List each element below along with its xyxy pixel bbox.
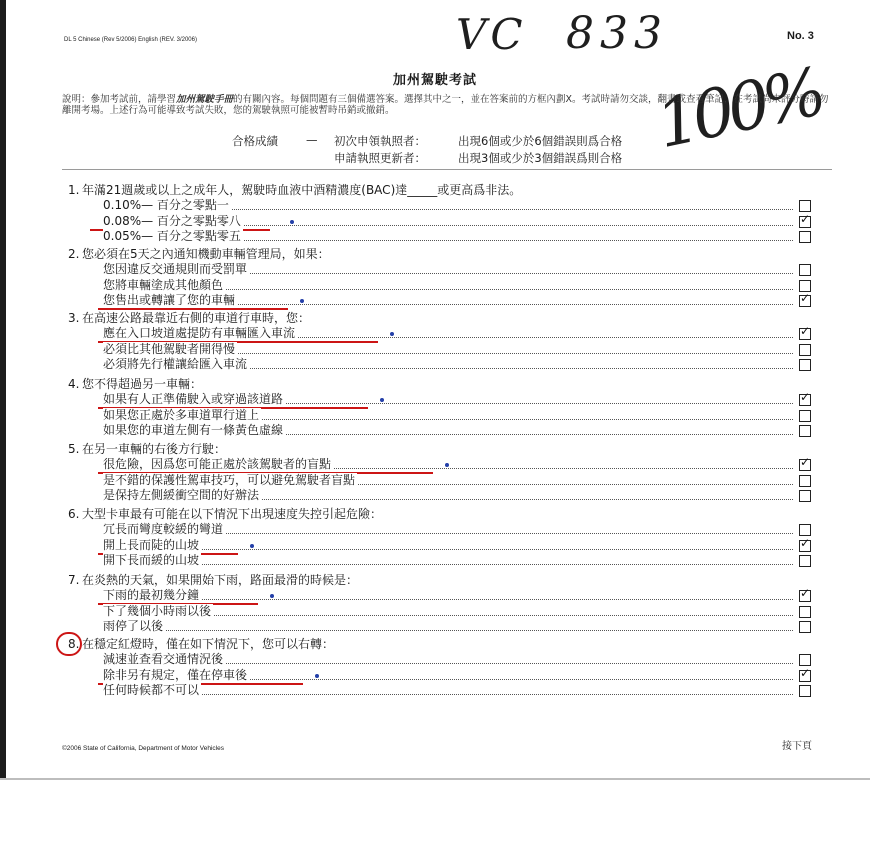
answer-checkbox-checked[interactable] <box>799 216 811 228</box>
answer-option-text: 0.05%— 百分之零點零五 <box>103 229 241 244</box>
page-title: 加州駕駛考試 <box>392 73 477 88</box>
question-number: 7. <box>68 573 80 587</box>
answer-option <box>103 423 793 438</box>
answer-option-text: 必須將先行權讓給匯入車流 <box>103 357 248 372</box>
question-text: 在另一車輛的右後方行駛： <box>82 442 227 456</box>
answer-option <box>103 408 793 423</box>
answer-option-text: 減速並查看交通情況後 <box>103 652 224 666</box>
answer-option-text: 下雨的最初幾分鐘 <box>103 588 200 602</box>
answer-option <box>103 488 793 503</box>
answer-option-text: 任何時候都不可以 <box>103 683 200 698</box>
passing-rule-renewal: 出現3個或少於3個錯誤爲則合格 <box>458 151 623 165</box>
answer-option <box>103 214 793 229</box>
answer-option <box>103 522 793 537</box>
pen-dot-mark <box>290 220 294 224</box>
question-number: 3. <box>68 311 80 325</box>
question-number: 5. <box>68 442 80 456</box>
answer-option <box>103 392 793 407</box>
question-8-circle-mark <box>56 632 82 656</box>
instructions <box>62 94 832 116</box>
answer-option <box>103 229 793 244</box>
answer-checkbox[interactable] <box>799 200 811 212</box>
pen-dot-mark <box>390 332 394 336</box>
pen-dot-mark <box>250 544 254 548</box>
answer-option <box>103 293 793 308</box>
question-number: 4. <box>68 377 80 391</box>
question-6 <box>68 505 382 522</box>
answer-checkbox[interactable] <box>799 280 811 292</box>
passing-dash: — <box>306 133 318 147</box>
answer-checkbox-checked[interactable] <box>799 295 811 307</box>
copyright: ©2006 State of California, Department of Motor Vehicles <box>62 745 224 752</box>
answer-option <box>103 342 793 357</box>
answer-option <box>103 619 793 634</box>
answer-checkbox[interactable] <box>799 490 811 502</box>
answer-checkbox[interactable] <box>799 654 811 666</box>
answer-option <box>103 538 793 553</box>
answer-checkbox[interactable] <box>799 344 811 356</box>
answer-checkbox-checked[interactable] <box>799 394 811 406</box>
answer-checkbox[interactable] <box>799 475 811 487</box>
question-text: 您必須在5天之內通知機動車輛管理局，如果： <box>82 247 330 261</box>
answer-option-text: 如果您的車道左側有一條黃色虛線 <box>103 423 284 438</box>
answer-option <box>103 278 793 293</box>
next-page-label: 接下頁 <box>782 741 812 752</box>
answer-option-text: 是保持左側緩衝空間的好辦法 <box>103 488 260 503</box>
question-text: 在高速公路最靠近右側的車道行車時，您： <box>82 311 311 325</box>
answer-option-text: 您因違反交通規則而受罰單 <box>103 262 248 276</box>
question-8 <box>68 635 334 652</box>
instructions-rest: 的有關內容。每個問題有三個備選答案。選擇其中之一，並在答案前的方框內劃X。考試時請勿交談，翻書或查看筆記，在考試尚未評分時請勿離開考場。上述行為可能導致考試失敗，您的駕駛執照可能被暫時吊銷或撤銷。 <box>62 94 829 116</box>
question-text: 您不得超過另一車輛： <box>82 377 203 391</box>
answer-option-text: 開下長而緩的山坡 <box>103 553 200 568</box>
answer-option-text: 冗長而彎度較緩的彎道 <box>103 522 224 536</box>
answer-option-text: 必須比其他駕駛者開得慢 <box>103 341 236 356</box>
answer-option <box>103 198 793 213</box>
question-text: 在炎熱的天氣，如果開始下雨，路面最滑的時候是： <box>82 573 359 587</box>
pen-dot-mark <box>315 674 319 678</box>
form-code: DL 5 Chinese (Rev 5/2006) English (REV. 3/2006) <box>64 37 197 43</box>
answer-option-text: 開上長而陡的山坡 <box>103 537 200 552</box>
answer-option <box>103 553 793 568</box>
answer-checkbox-checked[interactable] <box>799 590 811 602</box>
answer-option <box>103 604 793 619</box>
answer-option-text: 下了幾個小時雨以後 <box>103 603 212 618</box>
question-number: 2. <box>68 247 80 261</box>
question-text: 在穩定紅燈時，僅在如下情況下，您可以右轉： <box>82 637 335 651</box>
answer-option <box>103 668 793 683</box>
answer-checkbox[interactable] <box>799 606 811 618</box>
question-7 <box>68 571 358 588</box>
question-4 <box>68 375 202 392</box>
pen-dot-mark <box>380 398 384 402</box>
answer-option <box>103 357 793 372</box>
answer-checkbox-checked[interactable] <box>799 540 811 552</box>
page-bottom-edge <box>0 778 870 780</box>
passing-category-renewal: 申請執照更新者： <box>334 151 426 165</box>
answer-checkbox-checked[interactable] <box>799 670 811 682</box>
answer-option-text: 0.10%— 百分之零點一 <box>103 198 229 212</box>
answer-checkbox[interactable] <box>799 621 811 633</box>
answer-option <box>103 588 793 603</box>
handwritten-code: VC <box>456 10 527 59</box>
answer-option <box>103 473 793 488</box>
answer-checkbox-checked[interactable] <box>799 328 811 340</box>
answer-option-text: 如果您正處於多車道單行道上 <box>103 407 260 422</box>
handbook-title: 加州駕駛手冊 <box>176 94 234 105</box>
instructions-prefix: 說明：參加考試前，請學習 <box>62 94 177 105</box>
answer-option-text: 是不錯的保護性駕車技巧，可以避免駕駛者盲點 <box>103 472 356 487</box>
answer-option-text: 如果有人正準備駛入或穿過該道路 <box>103 392 284 406</box>
answer-option-text: 除非另有規定，僅在停車後 <box>103 667 248 682</box>
answer-option <box>103 652 793 667</box>
question-3 <box>68 309 310 326</box>
passing-label: 合格成績 <box>232 134 278 148</box>
answer-checkbox[interactable] <box>799 685 811 697</box>
question-number: 8. <box>68 637 80 651</box>
passing-category-first: 初次申領執照者： <box>334 134 426 148</box>
question-number: 6. <box>68 507 80 521</box>
question-text: 大型卡車最有可能在以下情況下出現速度失控引起危險： <box>82 507 383 521</box>
question-text: 年滿21週歲或以上之成年人，駕駛時血液中酒精濃度(BAC)達_____或更高爲非法。 <box>82 183 522 197</box>
divider <box>62 169 832 170</box>
answer-option <box>103 326 793 341</box>
question-number: 1. <box>68 183 80 197</box>
answer-checkbox[interactable] <box>799 555 811 567</box>
answer-checkbox[interactable] <box>799 264 811 276</box>
answer-checkbox[interactable] <box>799 359 811 371</box>
answer-checkbox-checked[interactable] <box>799 459 811 471</box>
form-number: No. 3 <box>787 30 814 42</box>
scan-edge <box>0 0 6 778</box>
answer-option-text: 0.08%— 百分之零點零八 <box>103 213 241 228</box>
question-1 <box>68 181 521 198</box>
answer-checkbox[interactable] <box>799 410 811 422</box>
pen-dot-mark <box>270 594 274 598</box>
answer-checkbox[interactable] <box>799 231 811 243</box>
answer-option-text: 很危險，因爲您可能正處於該駕駛者的盲點 <box>103 457 332 471</box>
pen-dot-mark <box>445 463 449 467</box>
answer-option-text: 您將車輛塗成其他顏色 <box>103 277 224 292</box>
passing-rule-first: 出現6個或少於6個錯誤則爲合格 <box>458 134 623 148</box>
handwritten-number: 833 <box>566 8 668 59</box>
handwritten-score: 100% <box>649 53 827 164</box>
answer-option-text: 您售出或轉讓了您的車輛 <box>103 293 236 308</box>
answer-option <box>103 683 793 698</box>
answer-option-text: 應在入口坡道處提防有車輛匯入車流 <box>103 326 296 340</box>
answer-checkbox[interactable] <box>799 425 811 437</box>
answer-option <box>103 262 793 277</box>
answer-checkbox[interactable] <box>799 524 811 536</box>
answer-option-text: 雨停了以後 <box>103 619 164 634</box>
question-2 <box>68 245 330 262</box>
question-5 <box>68 440 226 457</box>
